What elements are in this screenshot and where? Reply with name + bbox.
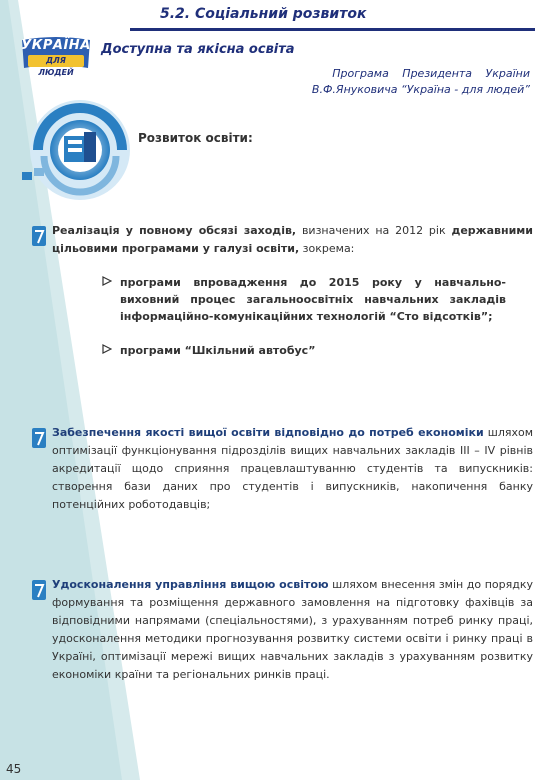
program-line-1: Програма Президента України: [332, 67, 530, 80]
arrow-bullet-icon: [102, 344, 112, 354]
education-emblem-icon: [18, 96, 138, 204]
paragraph2-lead: Забезпечення якості вищої освіти відповідно до потреб економіки: [52, 426, 484, 439]
development-label: Розвиток освіти:: [138, 131, 253, 145]
program-list: [112, 274, 506, 359]
paragraph-marker-icon: [32, 580, 46, 600]
paragraph-marker-icon: [32, 226, 46, 246]
ukraine-for-people-logo: [20, 36, 92, 77]
list-item-text: програми впровадження до 2015 року у навчально-виховний процес загальноосвітніх навчальних закладів інформаційно-комунікаційних технологій “Сто відсотків”;: [120, 276, 506, 323]
list-item: [112, 274, 506, 325]
program-line-2: В.Ф.Януковича “Україна - для людей”: [311, 83, 530, 96]
list-item: [112, 342, 506, 359]
list-item-text: програми “Шкільний автобус”: [120, 344, 316, 357]
section-title: 5.2. Соціальний розвиток: [160, 6, 367, 22]
program-reference: [270, 66, 530, 98]
logo-text-bottom: ДЛЯ ЛЮДЕЙ: [28, 55, 84, 67]
paragraph-marker-icon: [32, 428, 46, 448]
subtitle: Доступна та якісна освіта: [101, 42, 295, 57]
paragraph1-bold2: державними цільовими програмами у галузі освіти,: [52, 224, 533, 255]
arrow-bullet-icon: [102, 276, 112, 286]
page-number: 45: [6, 762, 22, 776]
logo-text-top: УКРАЇНА: [21, 38, 91, 53]
paragraph3-tail: шляхом внесення змін до порядку формування та розміщення державного замовлення на підготовку фахівців за відповідними напрямами (спеціальностями), з урахуванням потреб ринку праці, удосконалення методики прогнозування розвитку системи освіти і ринку праці в Україні, оптимізації мережі вищих навчальних закладів з урахуванням розвитку економіки країни та регіональних ринків праці.: [52, 578, 533, 681]
paragraph-management: [52, 576, 533, 684]
paragraph-implementation: [52, 222, 533, 258]
paragraph1-lead: Реалізація у повному обсязі заходів,: [52, 224, 297, 237]
paragraph1-middle: визначених на 2012 рік: [296, 224, 452, 237]
paragraph3-lead: Удосконалення управління вищою освітою: [52, 578, 329, 591]
paragraph2-tail: шляхом оптимізації функціонування підрозділів вищих навчальних закладів ІІІ – IV рівнів акредитації щодо сприяння працевлаштуванню студентів та випускників: створення бази даних про студентів і випускників, накопичення банку потенційних роботодавців;: [52, 426, 534, 511]
paragraph-quality: [52, 424, 533, 514]
paragraph1-tail: зокрема:: [299, 242, 355, 255]
